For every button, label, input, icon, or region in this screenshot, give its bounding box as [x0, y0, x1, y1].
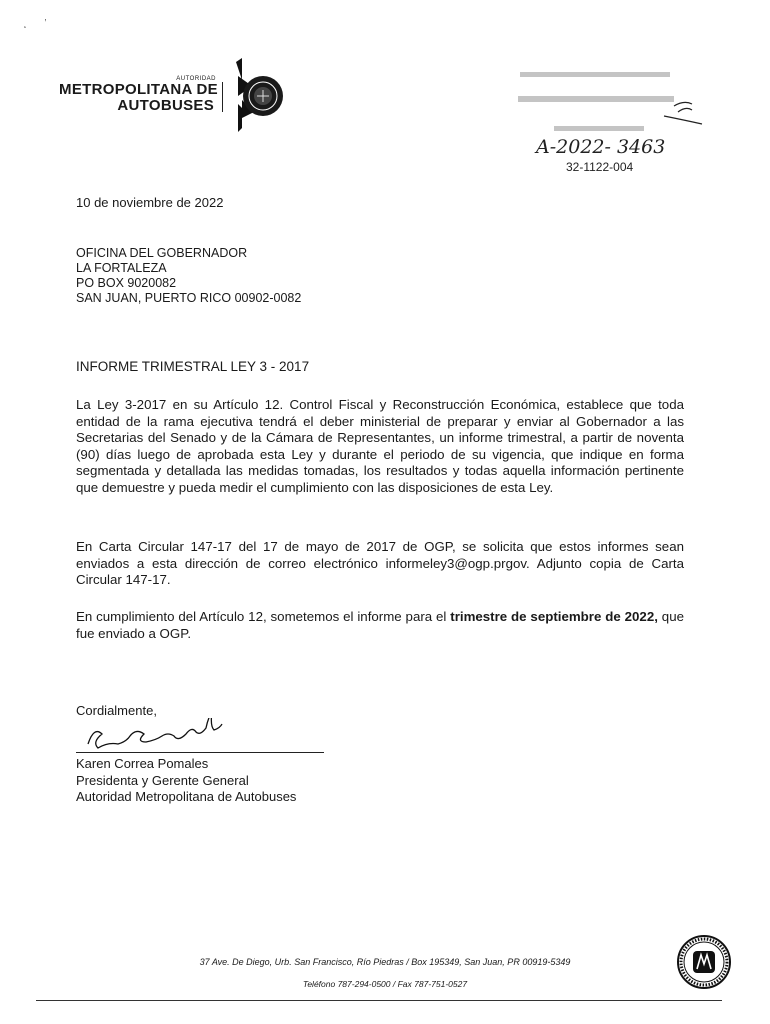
letter-subject: INFORME TRIMESTRAL LEY 3 - 2017 [76, 359, 310, 374]
recipient-line: OFICINA DEL GOBERNADOR [76, 246, 248, 260]
signer-block [76, 756, 296, 806]
recipient-line: PO BOX 9020082 [76, 276, 177, 290]
recipient-line: LA FORTALEZA [76, 261, 167, 275]
letter-date: 10 de noviembre de 2022 [76, 195, 224, 210]
signer-title: Presidenta y Gerente General [76, 772, 249, 788]
signature-line [76, 752, 324, 753]
signer-name: Karen Correa Pomales [76, 756, 209, 771]
paragraph-3-bold: trimestre de septiembre de 2022, [450, 609, 658, 624]
recipient-line: SAN JUAN, PUERTO RICO 00902-0082 [76, 291, 302, 305]
ama-seal-icon [676, 934, 732, 990]
letterhead-logo-text [32, 76, 218, 114]
paragraph-3 [76, 609, 684, 642]
paragraph-1: La Ley 3-2017 en su Artículo 12. Control Fiscal y Reconstrucción Económica, establece que toda entidad de la rama ejecutiva tendrá el deber ministerial de preparar y enviar al Gobernador a las Secretarias del Senado y de la Cámara de Representantes, un informe trimestral, a partir de noventa (90) días luego de aprobada esta Ley y durante el periodo de su vigencia, que indique en forma segmentada y detallada las medidas tomadas, los resultados y todas aquella información pertinente que demuestre y pueda medir el cumplimiento con las disposiciones de esta Ley. [76, 397, 684, 495]
signer-organization: Autoridad Metropolitana de Autobuses [76, 789, 297, 804]
logo-separator [222, 82, 223, 112]
ama-emblem-icon [228, 56, 290, 136]
paragraph-3-post: que fue enviado a OGP. [76, 609, 684, 641]
logo-org-line1: METROPOLITANA DE [59, 81, 218, 98]
footer-phone: Teléfono 787-294-0500 / Fax 787-751-0527 [302, 979, 468, 989]
stamp-handwritten-number: A-2022- 3463 [536, 136, 666, 158]
paragraph-2: En Carta Circular 147-17 del 17 de mayo de 2017 de OGP, se solicita que estos informes sean enviados a esta dirección de correo electrónico informeley3@ogp.prgov. Adjunto copia de Carta Circular 147-17. [76, 539, 684, 587]
logo-small-label: AUTORIDAD [176, 76, 216, 82]
letter-closing: Cordialmente, [76, 703, 157, 718]
logo-org-line2: AUTOBUSES [117, 97, 214, 114]
recipient-address [76, 246, 301, 306]
paragraph-3-pre: En cumplimiento del Artículo 12, sometemos el informe para el [76, 609, 451, 624]
stamp-reference-number: 32-1122-004 [566, 160, 634, 174]
footer-address: 37 Ave. De Diego, Urb. San Francisco, Río Piedras / Box 195349, San Juan, PR 00919-5349 [199, 957, 571, 967]
footer-rule [36, 1000, 722, 1001]
scan-marks: ˛ ʼ [24, 18, 47, 28]
